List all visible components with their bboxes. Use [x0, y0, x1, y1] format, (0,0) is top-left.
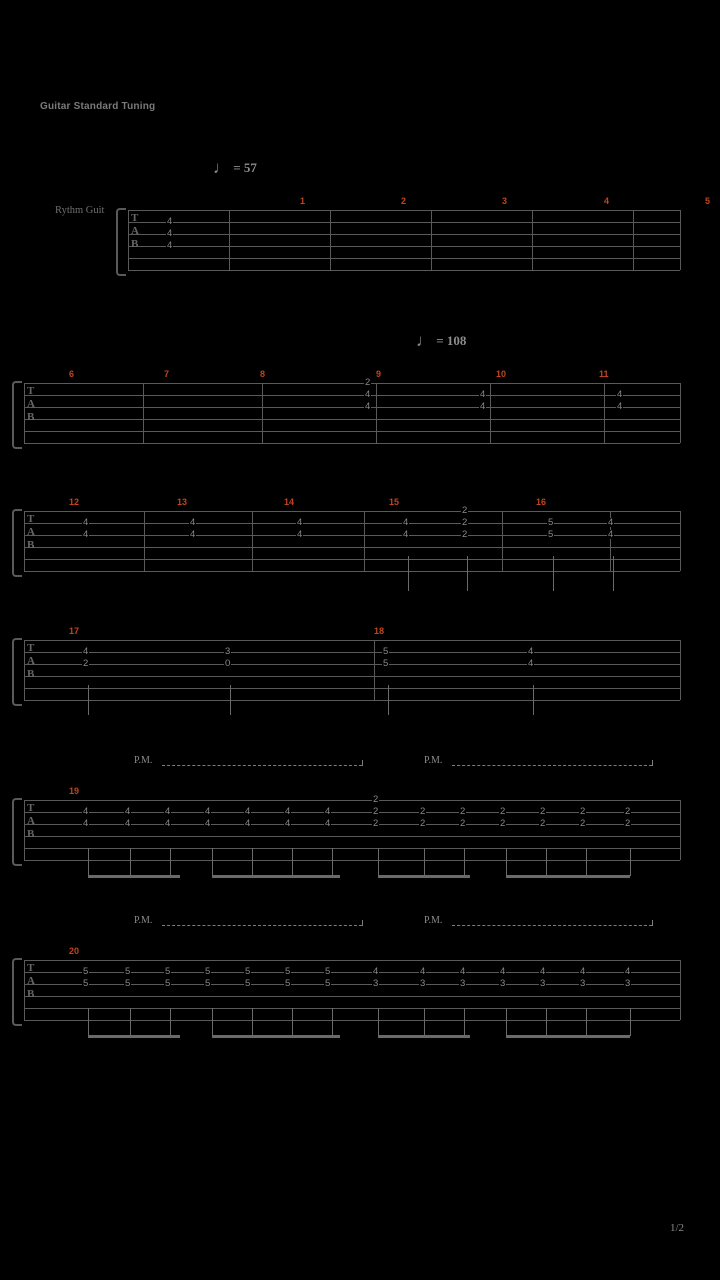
staff-line	[24, 800, 680, 801]
staff-system	[128, 196, 711, 340]
tab-note: 2	[460, 818, 466, 829]
tab-note: 4	[167, 240, 173, 251]
barline	[24, 640, 25, 700]
tab-note: 4	[190, 517, 196, 528]
tab-note: 4	[625, 966, 631, 977]
tab-note: 4	[297, 529, 303, 540]
tab-clef-letter: T	[27, 385, 35, 397]
tab-note: 4	[528, 646, 534, 657]
tab-note: 4	[500, 966, 506, 977]
tab-note: 5	[245, 978, 251, 989]
note-stem	[292, 848, 293, 876]
tab-note: 4	[83, 646, 89, 657]
note-stem	[212, 1008, 213, 1036]
note-stem	[378, 848, 379, 876]
barline	[680, 640, 681, 700]
staff-line	[128, 234, 680, 235]
barline	[144, 511, 145, 571]
measure-number: 4	[604, 196, 610, 206]
tuning-label: Guitar Standard Tuning	[40, 101, 156, 112]
note-stem	[130, 1008, 131, 1036]
staff-line	[24, 395, 680, 396]
tab-note: 4	[365, 401, 371, 412]
tab-note: 3	[580, 978, 586, 989]
measure-number: 8	[260, 369, 266, 379]
tab-clef-letter: A	[27, 655, 35, 667]
note-stem	[88, 848, 89, 876]
measure-number: 6	[69, 369, 75, 379]
page-number: 1/2	[669, 1222, 684, 1234]
tab-note: 4	[480, 401, 486, 412]
barline	[24, 511, 25, 571]
tab-note: 4	[190, 529, 196, 540]
staff-system	[24, 915, 680, 1090]
barline	[24, 383, 25, 443]
staff-line	[24, 523, 680, 524]
barline	[532, 210, 533, 270]
staff-line	[24, 535, 680, 536]
staff-line	[128, 246, 680, 247]
tab-clef-letter: A	[27, 815, 35, 827]
note-stem	[424, 848, 425, 876]
measure-number: 15	[389, 497, 400, 507]
note-stem	[553, 556, 554, 591]
staff-line	[24, 860, 680, 861]
tab-note: 2	[462, 517, 468, 528]
barline	[431, 210, 432, 270]
note-stem	[586, 1008, 587, 1036]
system-brace	[116, 208, 126, 276]
tab-note: 2	[462, 505, 468, 516]
barline	[376, 383, 377, 443]
tab-note: 5	[165, 978, 171, 989]
note-stem	[586, 848, 587, 876]
measure-number: 16	[536, 497, 547, 507]
tab-note: 4	[205, 806, 211, 817]
barline	[680, 960, 681, 1020]
palm-mute-end-tick	[362, 760, 363, 766]
tab-note: 4	[373, 966, 379, 977]
tab-note: 4	[83, 529, 89, 540]
palm-mute-end-tick	[362, 920, 363, 926]
tab-note: 5	[325, 966, 331, 977]
measure-number: 9	[376, 369, 382, 379]
tab-note: 2	[462, 529, 468, 540]
palm-mute-label: P.M.	[134, 915, 153, 926]
quarter-note-icon: ♩	[213, 158, 230, 177]
tab-note: 4	[608, 529, 614, 540]
note-beam	[378, 1035, 470, 1038]
tab-note: 4	[297, 517, 303, 528]
palm-mute-line	[162, 925, 362, 926]
tab-note: 5	[548, 529, 554, 540]
palm-mute-end-tick	[652, 760, 653, 766]
note-stem	[533, 685, 534, 715]
measure-number: 20	[69, 946, 80, 956]
measure-number: 5	[705, 196, 711, 206]
tab-note: 4	[83, 517, 89, 528]
barline	[604, 383, 605, 443]
palm-mute-line	[452, 925, 652, 926]
tab-note: 4	[165, 806, 171, 817]
barline	[374, 640, 375, 700]
staff-line	[24, 700, 680, 701]
staff-line	[24, 571, 680, 572]
tab-clef-letter: A	[27, 975, 35, 987]
tempo-value: = 57	[230, 160, 257, 175]
staff-line	[24, 419, 680, 420]
palm-mute-line	[452, 765, 652, 766]
tab-note: 2	[500, 806, 506, 817]
barline	[680, 511, 681, 571]
tab-note: 4	[125, 806, 131, 817]
tab-note: 4	[285, 806, 291, 817]
note-stem	[464, 1008, 465, 1036]
measure-number: 7	[164, 369, 170, 379]
barline	[128, 210, 129, 270]
staff-line	[24, 431, 680, 432]
staff-line	[128, 270, 680, 271]
note-stem	[252, 1008, 253, 1036]
staff-line	[24, 664, 680, 665]
staff-system	[24, 755, 680, 930]
tab-note: 2	[460, 806, 466, 817]
tab-note: 3	[225, 646, 231, 657]
tab-note: 4	[285, 818, 291, 829]
note-stem	[388, 685, 389, 715]
tab-clef-letter: T	[27, 642, 35, 654]
note-beam	[506, 1035, 630, 1038]
tab-clef-letter: B	[27, 411, 35, 423]
tab-note: 2	[580, 818, 586, 829]
note-stem	[88, 1008, 89, 1036]
tab-note: 2	[373, 806, 379, 817]
staff-system	[24, 497, 680, 641]
staff-line	[24, 383, 680, 384]
barline	[330, 210, 331, 270]
system-brace	[12, 958, 22, 1026]
note-stem	[170, 848, 171, 876]
tab-note: 5	[125, 966, 131, 977]
tab-note: 5	[245, 966, 251, 977]
barline	[680, 383, 681, 443]
tab-note: 4	[460, 966, 466, 977]
tab-note: 4	[617, 401, 623, 412]
note-beam	[212, 1035, 340, 1038]
staff-line	[24, 1020, 680, 1021]
note-stem	[332, 848, 333, 876]
staff-system	[24, 626, 680, 770]
tab-clef-letter: B	[27, 828, 35, 840]
tab-note: 4	[83, 818, 89, 829]
tab-clef-letter: A	[27, 398, 35, 410]
tab-note: 4	[245, 806, 251, 817]
tab-clef-letter: T	[27, 802, 35, 814]
tab-note: 5	[83, 966, 89, 977]
barline	[680, 210, 681, 270]
track-name: Rythm Guit	[55, 205, 105, 216]
measure-number: 17	[69, 626, 80, 636]
measure-number: 1	[300, 196, 306, 206]
system-brace	[12, 381, 22, 449]
staff-line	[24, 511, 680, 512]
measure-number: 14	[284, 497, 295, 507]
tab-clef-letter: A	[131, 225, 139, 237]
tab-clef-letter: B	[131, 238, 139, 250]
note-stem	[212, 848, 213, 876]
tab-note: 2	[83, 658, 89, 669]
tab-note: 5	[165, 966, 171, 977]
barline	[24, 800, 25, 860]
staff-line	[24, 547, 680, 548]
barline	[229, 210, 230, 270]
note-stem	[630, 1008, 631, 1036]
note-stem	[424, 1008, 425, 1036]
tab-note: 5	[325, 978, 331, 989]
staff-line	[128, 258, 680, 259]
barline	[252, 511, 253, 571]
tab-note: 5	[285, 966, 291, 977]
barline	[490, 383, 491, 443]
tab-note: 4	[325, 806, 331, 817]
tab-note: 5	[205, 978, 211, 989]
palm-mute-line	[162, 765, 362, 766]
barline	[24, 960, 25, 1020]
tab-note: 2	[420, 806, 426, 817]
tab-note: 2	[625, 818, 631, 829]
tab-note: 5	[205, 966, 211, 977]
tab-note: 0	[225, 658, 231, 669]
barline	[143, 383, 144, 443]
tab-note: 3	[500, 978, 506, 989]
measure-number: 11	[599, 369, 609, 379]
tab-note: 2	[625, 806, 631, 817]
tab-note: 4	[580, 966, 586, 977]
barline	[262, 383, 263, 443]
tab-clef-letter: T	[131, 212, 139, 224]
tempo-value: = 108	[433, 333, 467, 348]
tab-note: 5	[383, 646, 389, 657]
tab-note: 2	[540, 818, 546, 829]
measure-number: 13	[177, 497, 188, 507]
tab-note: 5	[383, 658, 389, 669]
measure-number: 19	[69, 786, 80, 796]
tab-note: 2	[365, 377, 371, 388]
tab-note: 4	[165, 818, 171, 829]
tab-note: 4	[540, 966, 546, 977]
tab-note: 5	[548, 517, 554, 528]
tab-note: 4	[83, 806, 89, 817]
note-stem	[546, 1008, 547, 1036]
staff-system	[24, 369, 680, 516]
quarter-note-icon: ♩	[416, 331, 433, 350]
barline	[633, 210, 634, 270]
tab-note: 4	[365, 389, 371, 400]
note-beam	[88, 875, 180, 878]
system-brace	[12, 798, 22, 866]
note-stem	[252, 848, 253, 876]
tab-note: 5	[83, 978, 89, 989]
staff-line	[24, 676, 680, 677]
system-brace	[12, 638, 22, 706]
measure-number: 10	[496, 369, 507, 379]
tab-note: 4	[480, 389, 486, 400]
staff-line	[24, 960, 680, 961]
tab-note: 4	[325, 818, 331, 829]
staff-line	[24, 407, 680, 408]
note-stem	[506, 1008, 507, 1036]
palm-mute-label: P.M.	[134, 755, 153, 766]
note-stem	[464, 848, 465, 876]
note-stem	[630, 848, 631, 876]
tab-clef-letter: T	[27, 513, 35, 525]
tab-note: 4	[403, 529, 409, 540]
tab-note: 2	[580, 806, 586, 817]
note-beam	[212, 875, 340, 878]
staff-line	[24, 1008, 680, 1009]
staff-line	[128, 222, 680, 223]
staff-line	[24, 688, 680, 689]
note-stem	[230, 685, 231, 715]
tab-note: 4	[167, 216, 173, 227]
tab-note: 5	[285, 978, 291, 989]
staff-line	[128, 210, 680, 211]
tab-clef-letter: B	[27, 988, 35, 1000]
palm-mute-label: P.M.	[424, 755, 443, 766]
note-stem	[88, 685, 89, 715]
tab-note: 4	[528, 658, 534, 669]
tab-note: 4	[420, 966, 426, 977]
staff-line	[24, 836, 680, 837]
tab-note: 4	[608, 517, 614, 528]
barline	[502, 511, 503, 571]
tab-clef-letter: A	[27, 526, 35, 538]
measure-number: 12	[69, 497, 80, 507]
note-beam	[88, 1035, 180, 1038]
note-beam	[378, 875, 470, 878]
system-brace	[12, 509, 22, 577]
tab-note: 2	[540, 806, 546, 817]
tab-clef-letter: B	[27, 539, 35, 551]
note-stem	[378, 1008, 379, 1036]
measure-number: 3	[502, 196, 508, 206]
measure-number: 18	[374, 626, 385, 636]
tab-note: 4	[617, 389, 623, 400]
tab-note: 5	[125, 978, 131, 989]
note-stem	[130, 848, 131, 876]
tab-note: 4	[403, 517, 409, 528]
tab-note: 3	[625, 978, 631, 989]
note-stem	[546, 848, 547, 876]
note-stem	[332, 1008, 333, 1036]
tab-note: 4	[245, 818, 251, 829]
staff-line	[24, 640, 680, 641]
staff-line	[24, 652, 680, 653]
tab-note: 4	[125, 818, 131, 829]
tab-note: 3	[460, 978, 466, 989]
note-stem	[408, 556, 409, 591]
tab-note: 2	[373, 794, 379, 805]
barline	[364, 511, 365, 571]
note-stem	[292, 1008, 293, 1036]
palm-mute-end-tick	[652, 920, 653, 926]
measure-number: 2	[401, 196, 407, 206]
tab-note: 3	[373, 978, 379, 989]
tab-note: 3	[420, 978, 426, 989]
tab-note: 2	[420, 818, 426, 829]
tempo-marking	[213, 157, 257, 177]
tab-clef-letter: B	[27, 668, 35, 680]
note-stem	[613, 556, 614, 591]
palm-mute-label: P.M.	[424, 915, 443, 926]
note-stem	[467, 556, 468, 591]
tab-clef-letter: T	[27, 962, 35, 974]
note-stem	[506, 848, 507, 876]
tab-note: 3	[540, 978, 546, 989]
staff-line	[24, 996, 680, 997]
tab-note: 4	[205, 818, 211, 829]
note-stem	[170, 1008, 171, 1036]
barline	[680, 800, 681, 860]
tab-note: 2	[500, 818, 506, 829]
staff-line	[24, 559, 680, 560]
staff-line	[24, 443, 680, 444]
tab-note: 4	[167, 228, 173, 239]
tab-note: 2	[373, 818, 379, 829]
note-beam	[506, 875, 630, 878]
staff-line	[24, 848, 680, 849]
